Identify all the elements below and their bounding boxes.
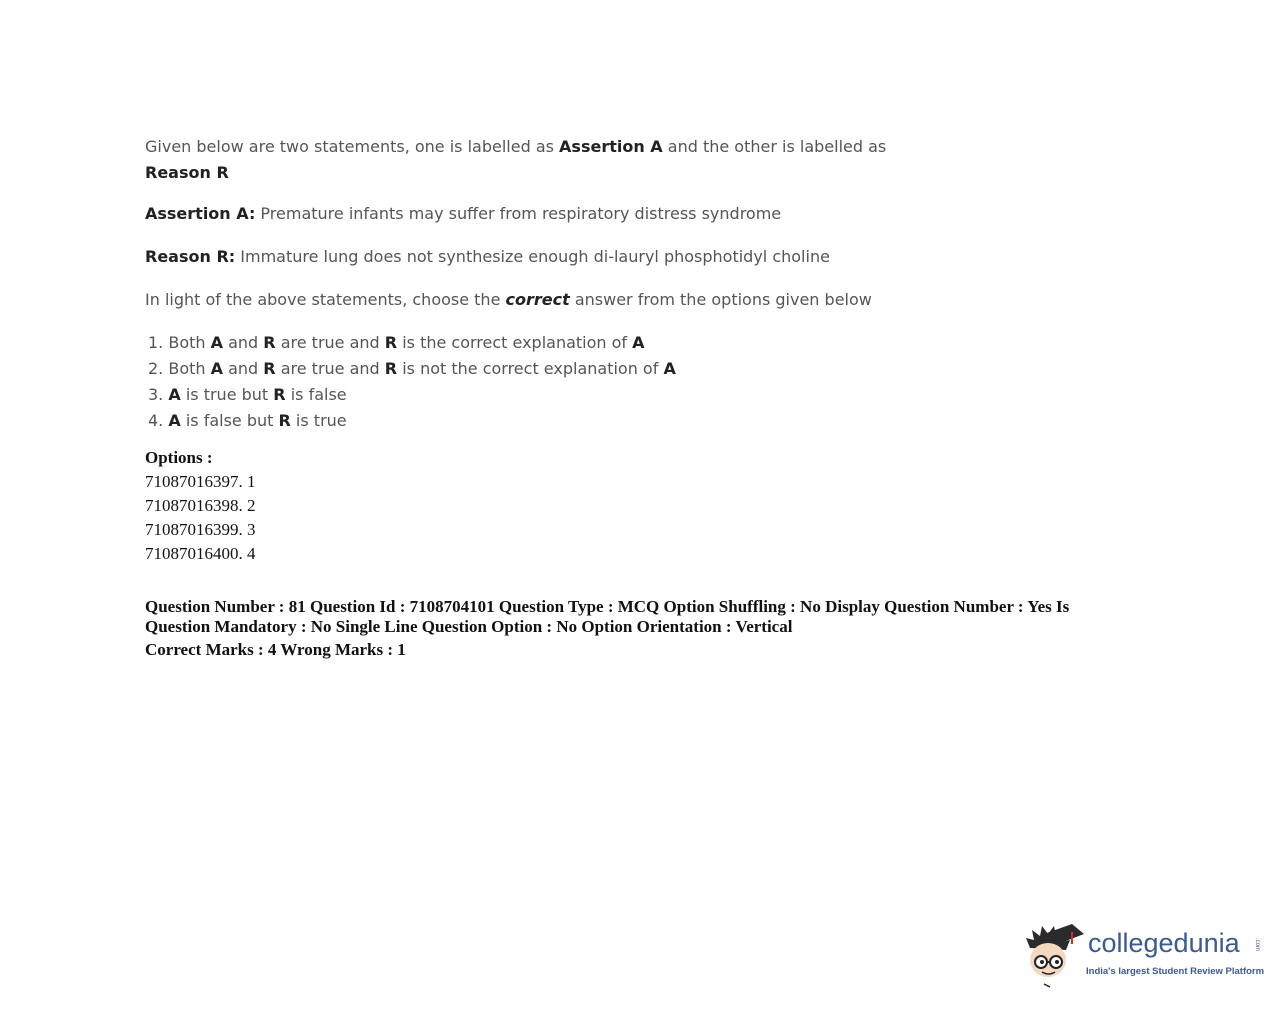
reason-statement: [145, 246, 830, 268]
mascot-icon: [1022, 918, 1088, 990]
choice-item: 4. A is false but R is true: [148, 411, 347, 430]
choice-item: 2. Both A and R are true and R is not the correct explanation of A: [148, 359, 676, 378]
intro-text-mid: and the other is labelled as: [662, 137, 887, 156]
intro-assertion-bold: Assertion A: [559, 137, 663, 156]
logo-wordmark: collegedunia: [1088, 928, 1240, 958]
meta-details: Question Number : 81 Question Id : 7108704101 Question Type : MCQ Option Shuffling : No Display Question Number : Yes Is Question Mandatory : No Single Line Question Option : No Option Orientation : Vertical: [145, 597, 1070, 636]
assertion-text: Premature infants may suffer from respiratory distress syndrome: [255, 204, 782, 223]
option-item: 71087016398. 2: [145, 496, 256, 515]
options-block: [145, 446, 256, 566]
collegedunia-logo: [1022, 918, 1265, 990]
reason-label: Reason R:: [145, 247, 236, 266]
instruction-emphasis: correct: [505, 290, 570, 309]
logo-tagline: India's largest Student Review Platform: [1086, 966, 1265, 977]
meta-marks: Correct Marks : 4 Wrong Marks : 1: [145, 640, 406, 659]
logo-suffix: .com: [1254, 938, 1260, 952]
instruction-text-end: answer from the options given below: [569, 290, 872, 309]
options-heading: Options :: [145, 448, 213, 467]
choice-item: 1. Both A and R are true and R is the correct explanation of A: [148, 333, 645, 352]
intro-text: Given below are two statements, one is labelled as: [145, 137, 560, 156]
question-meta: [145, 597, 1105, 660]
choice-list: [148, 330, 676, 434]
assertion-label: Assertion A:: [145, 204, 256, 223]
reason-text: Immature lung does not synthesize enough di-lauryl phosphotidyl choline: [235, 247, 830, 266]
option-item: 71087016399. 3: [145, 520, 256, 539]
question-intro: [145, 134, 905, 186]
instruction: [145, 289, 872, 311]
intro-reason-bold: Reason R: [145, 163, 229, 182]
choice-item: 3. A is true but R is false: [148, 385, 347, 404]
option-item: 71087016397. 1: [145, 472, 256, 491]
option-item: 71087016400. 4: [145, 544, 256, 563]
instruction-text: In light of the above statements, choose the: [145, 290, 506, 309]
assertion-statement: [145, 203, 781, 225]
